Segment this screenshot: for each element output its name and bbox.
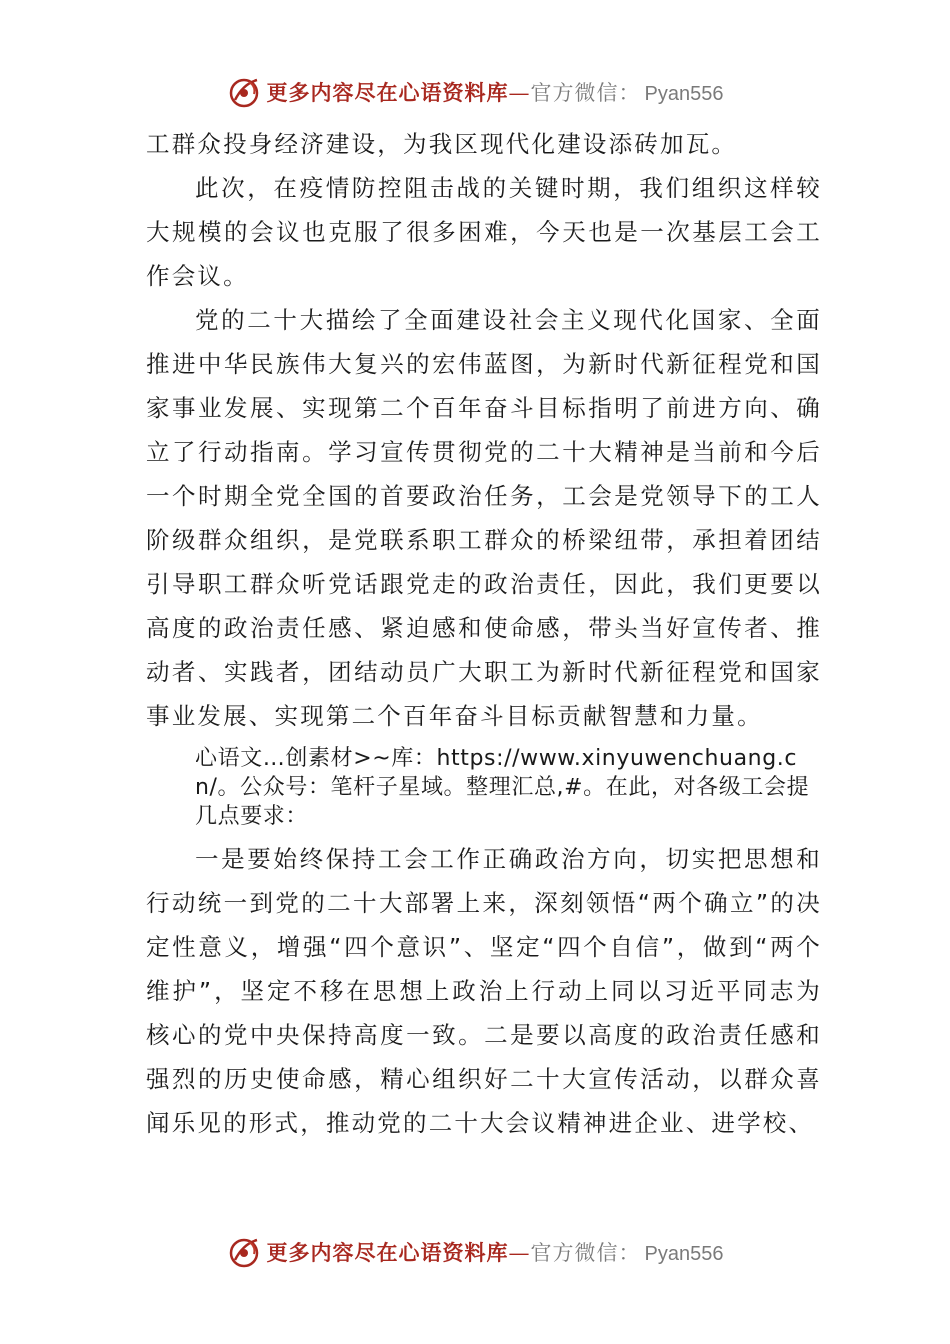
header-banner — [0, 72, 950, 112]
banner-dash: — — [508, 1241, 531, 1265]
paragraph-2: 此次，在疫情防控阻击战的关键时期，我们组织这样较大规模的会议也克服了很多困难，今天也是一次基层工会工作会议。 — [146, 174, 822, 290]
banner-wechat-id: Pyan556 — [644, 83, 724, 105]
banner-main-text: 更多内容尽在心语资料库 — [266, 1240, 509, 1265]
source-note-paragraph: 心语文…创素材>~库：https://www.xinyuwenchuang.cn/。公众号：笔杆子星域。整理汇总,#。在此，对各级工会提几点要求： — [195, 746, 810, 829]
paragraph-5: 一是要始终保持工会工作正确政治方向，切实把思想和行动统一到党的二十大部署上来，深刻领悟“两个确立”的决定性意义，增强“四个意识”、坚定“四个自信”，做到“两个维护”，坚定不移在思想上政治上行动上同以习近平同志为核心的党中央保持高度一致。二是要以高度的政治责任感和强烈的历史使命感，精心组织好二十大宣传活动，以群众喜闻乐见的形式，推动党的二十大会议精神进企业、进学校、 — [146, 845, 822, 1137]
banner-main-text: 更多内容尽在心语资料库 — [266, 80, 509, 105]
document-body — [146, 122, 822, 1145]
paragraph-1: 工群众投身经济建设，为我区现代化建设添砖加瓦。 — [146, 130, 738, 158]
banner-channel: 官方微信： — [530, 81, 641, 105]
banner-text — [267, 77, 724, 107]
paragraph-3: 党的二十大描绘了全面建设社会主义现代化国家、全面推进中华民族伟大复兴的宏伟蓝图，为新时代新征程党和国家事业发展、实现第二个百年奋斗目标指明了前进方向、确立了行动指南。学习宣传贯彻党的二十大精神是当前和今后一个时期全党全国的首要政治任务，工会是党领导下的工人阶级群众组织，是党联系职工群众的桥梁纽带，承担着团结引导职工群众听党话跟党走的政治责任，因此，我们更要以高度的政治责任感、紧迫感和使命感，带头当好宣传者、推动者、实践者，团结动员广大职工为新时代新征程党和国家事业发展、实现第二个百年奋斗目标贡献智慧和力量。 — [146, 306, 822, 730]
banner-wechat-id: Pyan556 — [644, 1243, 724, 1265]
footer-banner — [0, 1232, 950, 1272]
banner-text — [267, 1237, 724, 1267]
logo-icon — [227, 74, 263, 110]
banner-dash: — — [508, 81, 531, 105]
logo-icon — [227, 1234, 263, 1270]
banner-channel: 官方微信： — [530, 1241, 641, 1265]
